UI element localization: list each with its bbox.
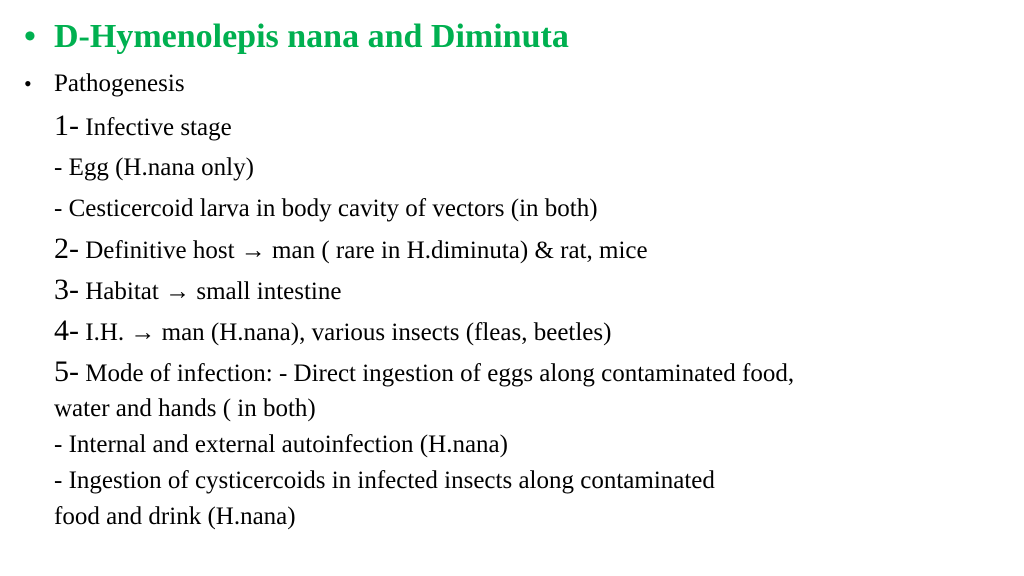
list-item: [54, 316, 611, 348]
list-item: [54, 394, 316, 424]
item-text: Infective stage: [79, 114, 232, 141]
item-text: - Ingestion of cysticercoids in infected insects along contaminated: [54, 467, 715, 494]
item-number: 4-: [54, 314, 79, 347]
item-text: Habitat → small intestine: [79, 278, 342, 305]
item-number: 2-: [54, 232, 79, 265]
slide-title-row: [24, 18, 569, 56]
item-text: - Cesticercoid larva in body cavity of vectors (in both): [54, 195, 598, 222]
subheading-row: [24, 70, 185, 98]
item-text: - Internal and external autoinfection (H.nana): [54, 431, 508, 458]
title-bullet: •: [24, 18, 36, 55]
list-item: [54, 275, 341, 307]
item-text: Mode of infection: - Direct ingestion of eggs along contaminated food,: [79, 360, 795, 387]
item-number: 3-: [54, 273, 79, 306]
item-text: I.H. → man (H.nana), various insects (fleas, beetles): [79, 319, 612, 346]
list-item: [54, 357, 794, 389]
list-item: [54, 194, 598, 224]
list-item: [54, 111, 232, 143]
list-item: [54, 153, 254, 183]
item-text: Definitive host → man ( rare in H.diminuta) & rat, mice: [79, 237, 648, 264]
item-number: 1-: [54, 109, 79, 142]
list-item: [54, 502, 296, 532]
subheading: Pathogenesis: [54, 70, 185, 97]
subheading-bullet: •: [24, 71, 32, 96]
item-text: food and drink (H.nana): [54, 503, 296, 530]
item-number: 5-: [54, 355, 79, 388]
list-item: [54, 466, 715, 496]
slide-title: D-Hymenolepis nana and Diminuta: [54, 18, 569, 55]
list-item: [54, 430, 508, 460]
item-text: water and hands ( in both): [54, 395, 316, 422]
list-item: [54, 234, 648, 266]
item-text: - Egg (H.nana only): [54, 154, 254, 181]
